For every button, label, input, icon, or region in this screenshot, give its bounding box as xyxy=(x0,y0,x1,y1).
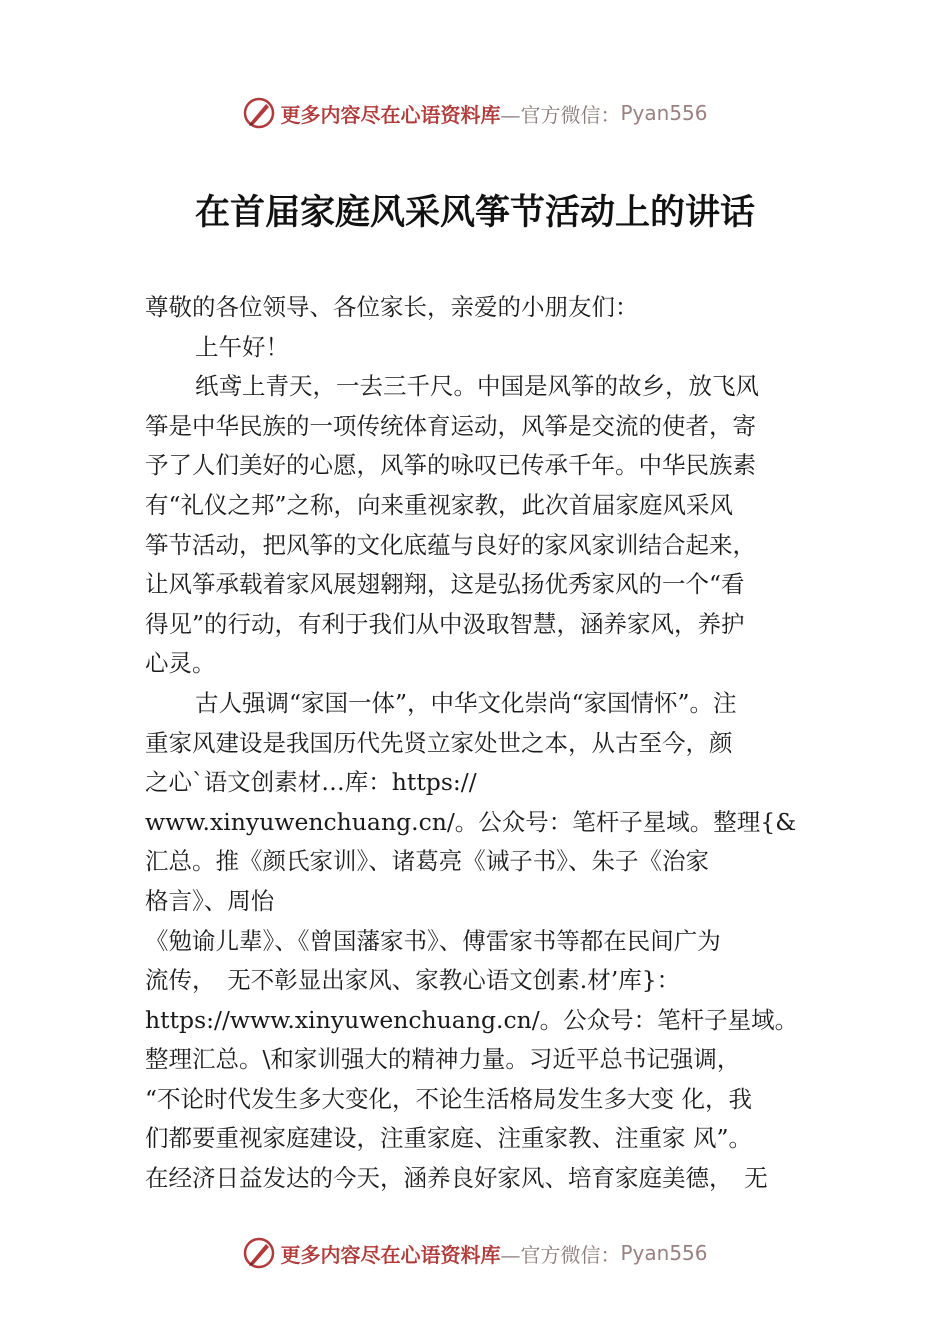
body-line: 古人强调“家国一体”，中华文化崇尚“家国情怀”。注 xyxy=(195,688,737,717)
body-line: 《勉谕儿辈》、《曾国藩家书》、傅雷家书等都在民间广为 xyxy=(145,926,721,955)
header-banner xyxy=(0,93,950,133)
body-line: 上午好！ xyxy=(195,332,289,361)
body-line: 心灵。 xyxy=(145,649,216,678)
pen-logo-icon xyxy=(242,96,276,130)
footer-banner xyxy=(0,1233,950,1273)
pen-logo-icon xyxy=(242,1236,276,1270)
body-line: 流传， 无不彰显出家风、家教心语文创素.材’库}： xyxy=(145,966,681,995)
body-line: 让风筝承载着家风展翅翱翔，这是弘扬优秀家风的一个“看 xyxy=(145,570,745,599)
banner-grey-text: —官方微信： xyxy=(500,102,621,127)
banner-red-text: 更多内容尽在心语资料库 xyxy=(280,102,501,127)
body-line: 在经济日益发达的今天，涵养良好家风、培育家庭美德， 无 xyxy=(145,1164,768,1193)
body-line: 筝节活动，把风筝的文化底蕴与良好的家风家训结合起来， xyxy=(145,530,756,559)
body-line: 重家风建设是我国历代先贤立家处世之本，从古至今，颜 xyxy=(145,728,733,757)
body-line: “不论时代发生多大变化，不论生活格局发生多大变 化，我 xyxy=(145,1084,752,1113)
body-line: 格言》、周怡 xyxy=(145,886,275,915)
banner-wechat-id: Pyan556 xyxy=(620,101,708,125)
banner-grey-text: —官方微信： xyxy=(500,1242,621,1267)
document-title: 在首届家庭风采风筝节活动上的讲话 xyxy=(194,192,755,233)
body-line: 有“礼仪之邦”之称，向来重视家教，此次首届家庭风采风 xyxy=(145,490,734,519)
body-line: 筝是中华民族的一项传统体育运动，风筝是交流的使者，寄 xyxy=(145,411,756,440)
body-line: 之心`语文创素材…库：https:// xyxy=(145,768,477,797)
banner-red-text: 更多内容尽在心语资料库 xyxy=(280,1242,501,1267)
banner-wechat-id: Pyan556 xyxy=(620,1241,708,1265)
body-line: https://www.xinyuwenchuang.cn/。公众号：笔杆子星域。 xyxy=(145,1005,799,1034)
body-line: 予了人们美好的心愿，风筝的咏叹已传承千年。中华民族素 xyxy=(145,451,756,480)
body-line: 们都要重视家庭建设，注重家庭、注重家教、注重家 风”。 xyxy=(145,1124,752,1153)
document-body xyxy=(145,288,825,1199)
body-line: 整理汇总。\和家训强大的精神力量。习近平总书记强调， xyxy=(145,1045,741,1074)
body-line: www.xinyuwenchuang.cn/。公众号：笔杆子星域。整理{& xyxy=(145,807,797,836)
body-line: 尊敬的各位领导、各位家长，亲爱的小朋友们： xyxy=(145,293,639,321)
body-line: 纸鸢上青天，一去三千尺。中国是风筝的故乡，放飞风 xyxy=(195,372,759,401)
body-line: 得见”的行动，有利于我们从中汲取智慧，涵养家风，养护 xyxy=(145,609,745,638)
body-line: 汇总。推《颜氏家训》、诸葛亮《诫子书》、朱子《治家 xyxy=(145,847,709,876)
